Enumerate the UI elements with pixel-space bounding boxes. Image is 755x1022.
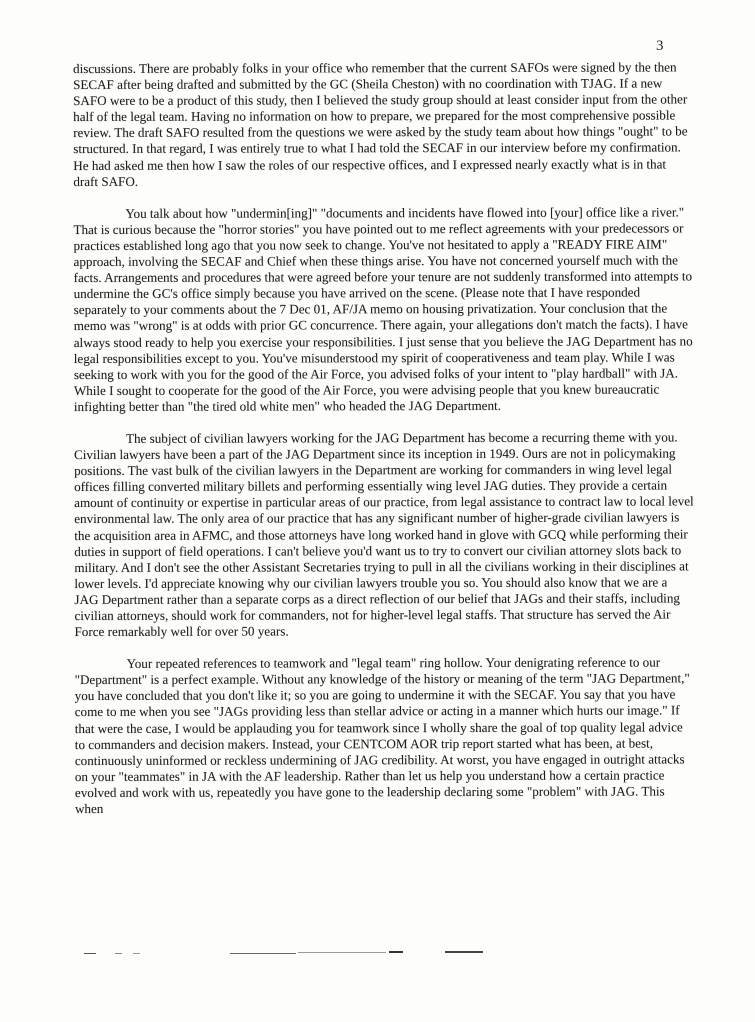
page-number: 3 <box>656 38 664 54</box>
paragraph: You talk about how "undermin[ing]" "documents and incidents have flowed into [your] office like a river." That is curious because the "horror stories" you have pointed out to me reflect agreements with your predecessors or practices established long ago that you now seek to change. You've not hesitated to apply a "READY FIRE AIM" approach, involving the SECAF and Chief when these things arise. You have not concerned yourself much with the facts. Arrangements and procedures that were agreed before your tenure are not suddenly transformed into attempts to undermine the GC's office simply because you have arrived on the scene. (Please note that I have responded separately to your comments about the 7 Dec 01, AF/JA memo on housing privatization. Your conclusion that the memo was "wrong" is at odds with prior GC concurrence. There again, your allegations don't match the facts). I have always stood ready to help you exercise your responsibilities. I just sense that you believe the JAG Department has no legal responsibilities except to you. You've misunderstood my spirit of cooperativeness and team play. While I was seeking to work with you for the good of the Air Force, you advised folks of your intent to "play hardball" with JA. While I sought to cooperate for the good of the Air Force, you were advising people that you knew bureaucratic infighting better than "the tired old white men" who headed the JAG Department. <box>73 204 693 414</box>
scan-artifact-line <box>389 951 403 953</box>
scan-artifact-line <box>298 952 386 953</box>
letter-body <box>73 59 695 833</box>
paragraph: The subject of civilian lawyers working for the JAG Department has become a recurring theme with you. Civilian lawyers have been a part of the JAG Department since its inception in 1949. Ours are not in policymaking positions. The vast bulk of the civilian lawyers in the Department are working for commanders in wing level legal offices filling converted military billets and performing essentially wing level JAG duties. They provide a certain amount of continuity or expertise in particular areas of our practice, from legal assistance to contract law to local level environmental law. The only area of our practice that has any significant number of higher-grade civilian lawyers is the acquisition area in AFMC, and those attorneys have long worked hand in glove with GCQ while performing their duties in support of field operations. I can't believe you'd want us to try to convert our civilian attorney slots back to military. And I don't see the other Assistant Secretaries trying to pull in all the civilians working in their disciplines at lower levels. I'd appreciate knowing why our civilian lawyers trouble you so. You should also know that we are a JAG Department rather than a separate corps as a direct reflection of our belief that JAGs and their staffs, including civilian attorneys, should work for commanders, not for higher-level legal staffs. That structure has served the Air Force remarkably well for over 50 years. <box>74 429 694 640</box>
paragraph: Your repeated references to teamwork and "legal team" ring hollow. Your denigrating reference to our "Department" is a perfect example. Without any knowledge of the history or meaning of the term "JAG Department," you have concluded that you don't like it; so you are going to undermine it with the SECAF. You say that you have come to me when you see "JAGs providing less than stellar advice or acting in a manner which hurts our image." If that were the case, I would be applauding you for teamwork since I wholly share the goal of top quality legal advice to commanders and decision makers. Instead, your CENTCOM AOR trip report started what has been, at best, continuously uninformed or reckless undermining of JAG credibility. At worst, you have engaged in outright attacks on your "teammates" in JA with the AF leadership. Rather than let us help you understand how a certain practice evolved and work with us, repeatedly you have gone to the leadership declaring some "problem" with JAG. This when <box>74 654 690 817</box>
scan-artifact-line <box>230 953 296 954</box>
scan-artifact-line <box>115 953 122 954</box>
scan-artifact-line <box>84 953 96 954</box>
paragraph-continuation: discussions. There are probably folks in your office who remember that the current SAFOs were signed by the then SECAF after being drafted and submitted by the GC (Sheila Cheston) with no coordination with TJAG. If a new SAFO were to be a product of this study, then I believed the study group should at least consider input from the other half of the legal team. Having no information on how to prepare, we prepared for the most comprehensive possible review. The draft SAFO resulted from the questions we were asked by the study team about how things "ought" to be structured. In that regard, I was entirely true to what I had told the SECAF in our interview before my confirmation. He had asked me then how I saw the roles of our respective offices, and I expressed nearly exactly what is in that draft SAFO. <box>73 59 688 189</box>
scan-artifact-line <box>133 953 140 954</box>
scan-artifact-line <box>445 951 483 953</box>
